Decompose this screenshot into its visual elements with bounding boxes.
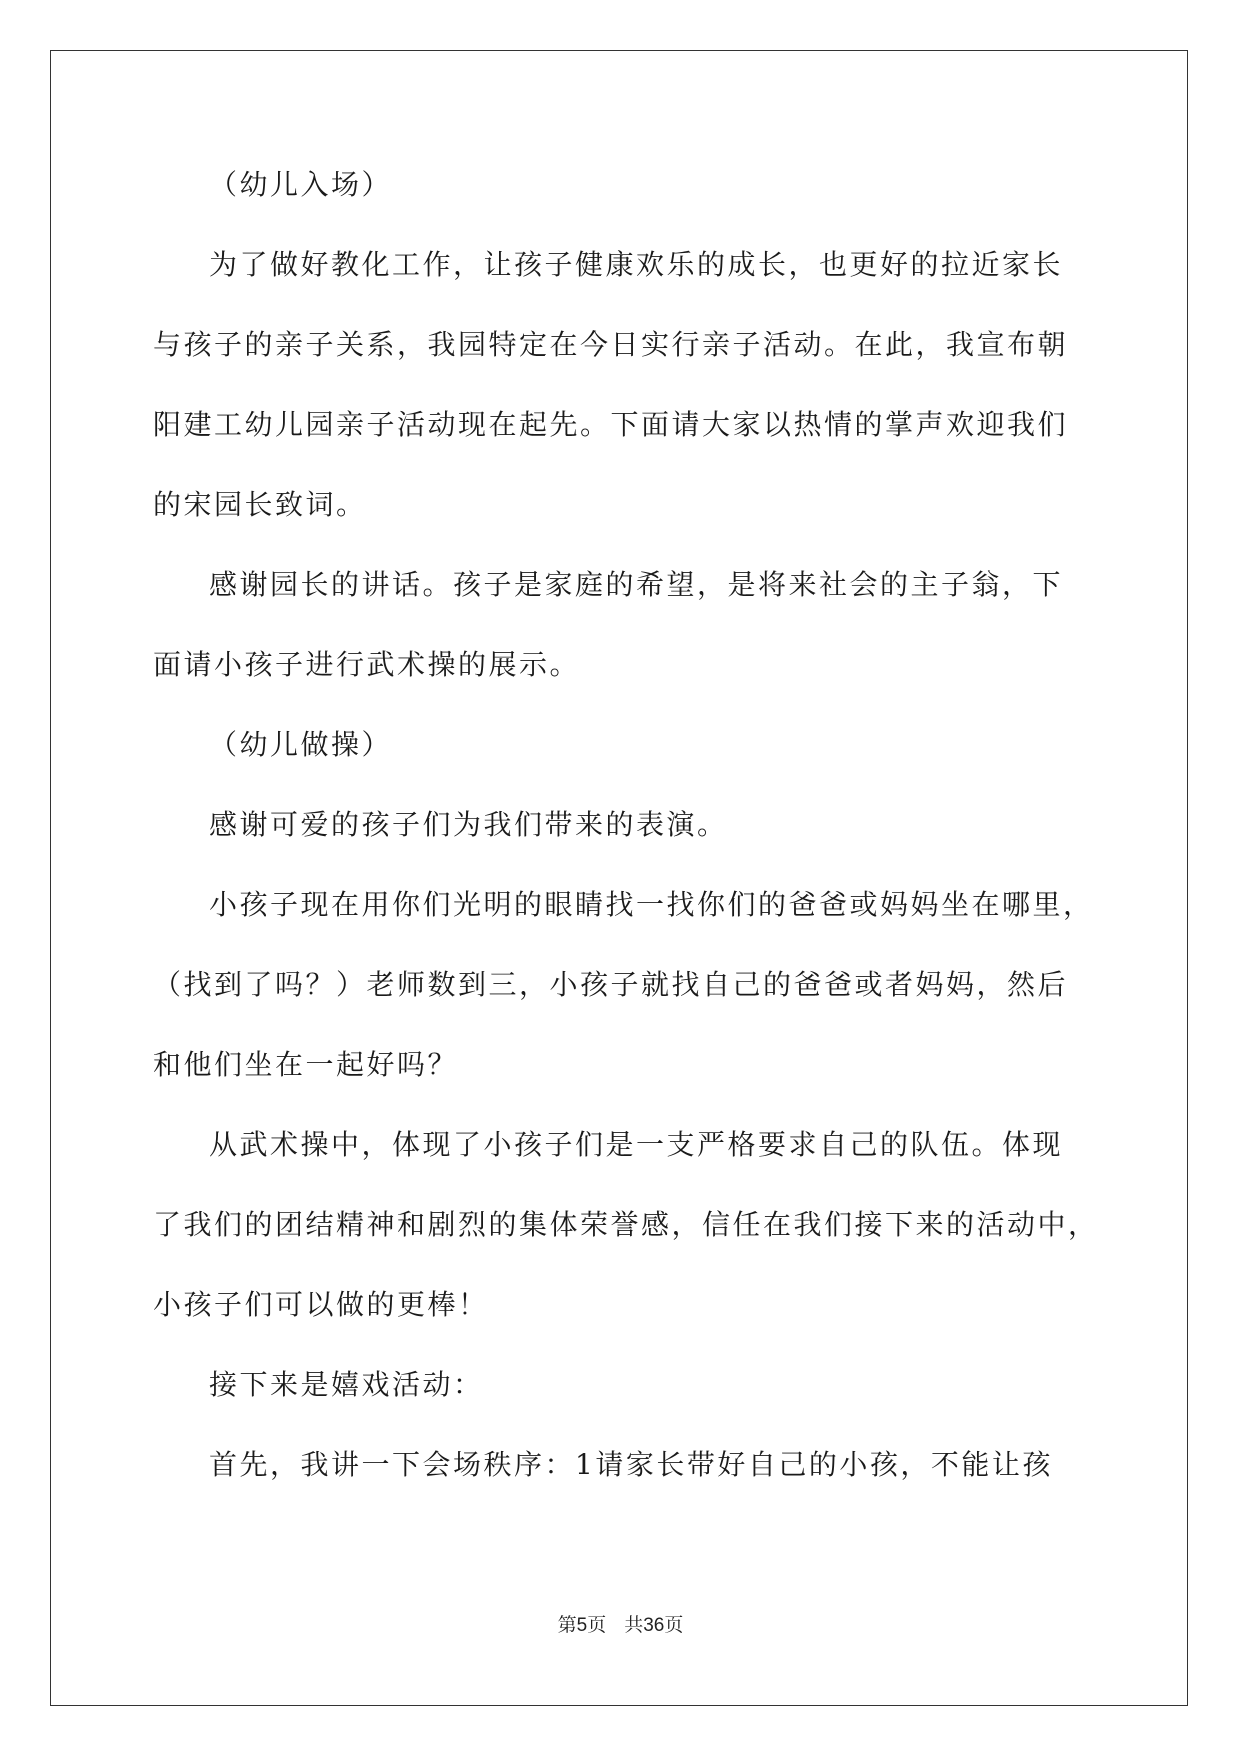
paragraph-line: 接下来是嬉戏活动： [209,1368,484,1401]
paragraph-line: （幼儿做操） [209,728,393,761]
paragraph-line: 从武术操中，体现了小孩子们是一支严格要求自己的队伍。体现 [209,1128,1064,1161]
total-pages: 36 [643,1615,665,1636]
footer-total-suffix: 页 [664,1614,684,1636]
paragraph-line: 与孩子的亲子关系，我园特定在今日实行亲子活动。在此，我宣布朝 [153,328,1069,361]
footer-page-suffix: 页 [587,1614,607,1636]
paragraph-line: 首先，我讲一下会场秩序：1请家长带好自己的小孩，不能让孩 [209,1448,1053,1481]
page-number: 5 [576,1615,588,1636]
paragraph-line: 感谢园长的讲话。孩子是家庭的希望，是将来社会的主子翁，下 [209,568,1064,601]
paragraph-line: 的宋园长致词。 [153,488,367,521]
paragraph-line: （找到了吗？）老师数到三，小孩子就找自己的爸爸或者妈妈，然后 [153,968,1069,1001]
paragraph-line: 感谢可爱的孩子们为我们带来的表演。 [209,808,728,841]
paragraph-line: 小孩子们可以做的更棒！ [153,1288,489,1321]
paragraph-line: （幼儿入场） [209,168,393,201]
page-footer [0,1610,1241,1637]
paragraph-line: 和他们坐在一起好吗？ [153,1048,459,1081]
paragraph-line: 面请小孩子进行武术操的展示。 [153,648,581,681]
footer-total-prefix: 共 [624,1614,644,1636]
paragraph-line: 了我们的团结精神和剧烈的集体荣誉感，信任在我们接下来的活动中， [153,1208,1099,1241]
footer-prefix: 第 [557,1614,577,1636]
paragraph-line: 阳建工幼儿园亲子活动现在起先。下面请大家以热情的掌声欢迎我们 [153,408,1069,441]
paragraph-line: 为了做好教化工作，让孩子健康欢乐的成长，也更好的拉近家长 [209,248,1064,281]
paragraph-line: 小孩子现在用你们光明的眼睛找一找你们的爸爸或妈妈坐在哪里， [209,888,1094,921]
